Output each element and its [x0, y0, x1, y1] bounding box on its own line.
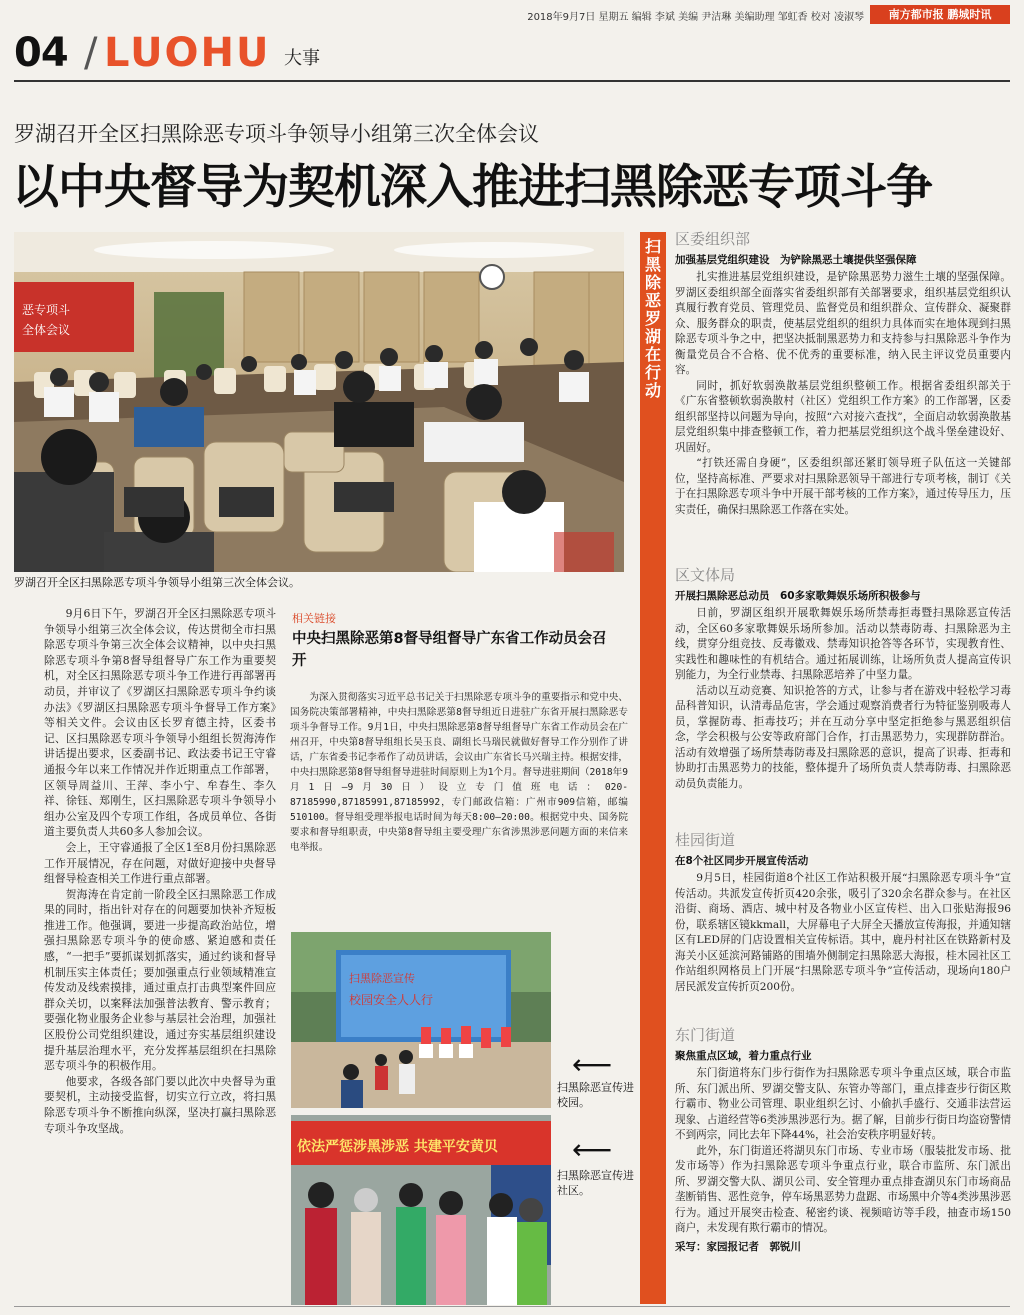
- section-subtitle: 加强基层党组织建设 为铲除黑恶土壤提供坚强保障: [675, 254, 917, 266]
- section-subtitle: 聚焦重点区域，着力重点行业: [675, 1050, 812, 1062]
- banner-line-1: 恶专项斗: [22, 303, 71, 317]
- section-paragraph: 此外，东门街道还将湖贝东门市场、专业市场（服装批发市场、批发市场等）作为扫黑除恶专项斗争重点行业，联合市监所、东门派出所、罗湖交警大队、湖贝公司、安全管理办重点排查湖贝东门市场商品垄断销售、恶性竞争，停车场黑恶势力盘踞、市场黑中介等4类涉黑涉恶行为。通过开展突击检查、秘密约谈、视频暗访等手段，抽查市场150商户，未发现有欺行霸市的情况。: [675, 1144, 1011, 1234]
- page-slash: /: [84, 30, 98, 76]
- section-zuzhibu: [675, 228, 1011, 518]
- article-paragraph: 会上，王守睿通报了全区1至8月份扫黑除恶工作开展情况，存在问题，对做好迎接中央督导组督导检查相关工作进行重点部署。: [44, 840, 276, 886]
- section-paragraph: 日前，罗湖区组织开展歌舞娱乐场所禁毒拒毒暨扫黑除恶宣传活动，全区60多家歌舞娱乐场所参加。活动以禁毒防毒、扫黑除恶为主线，贯穿分组竞技、反毒徽戏、禁毒知识抢答等各环节，实现教育性、实践性和趣味性的有机结合。通过拓展训练，让场所负责人提高宣传识别能力，为全行业禁毒、扫黑除恶培养了中坚力量。: [675, 607, 1011, 681]
- section-paragraph: 活动以互动竞赛、知识抢答的方式，让参与者在游戏中轻松学习毒品科普知识，认清毒品危害，学会通过观察消费者行为特征鉴别吸毒人员，掌握防毒、拒毒技巧；并在互动分享中坚定拒绝参与黑恶组织信念，学会积极与公安等政府部门合作，打击黑恶势力，实现群防群治。活动有效增强了场所禁毒防毒及扫黑除恶的意识，提高了识毒、拒毒和协助打击黑恶势力的技能，整体提升了场所负责人禁毒防毒、扫黑除恶动员负责能力。: [675, 684, 1011, 790]
- reporter-byline: 采写：家园报记者 郭锐川: [675, 1240, 801, 1253]
- section-dongmen: [675, 1024, 1011, 1254]
- article-paragraph: 他要求，各级各部门要以此次中央督导为重要契机，主动接受监督，切实立行立改，将扫黑除恶专项斗争不断推向纵深，坚决打赢扫黑除恶专项斗争攻坚战。: [44, 1074, 276, 1135]
- community-banner-text: 依法严惩涉黑涉恶 共建平安黄贝: [297, 1139, 498, 1155]
- section-wentiju: [675, 564, 1011, 792]
- date-line: 2018年9月7日 星期五 编辑 李斌 美编 尹洁琳 美编助理 邹虹香 校对 凌淑琴: [527, 12, 864, 23]
- section-subtitle: 开展扫黑除恶总动员 60多家歌舞娱乐场所积极参与: [675, 590, 921, 602]
- section-paragraph: 9月5日，桂园街道8个社区工作站积极开展“扫黑除恶专项斗争”宣传活动。共派发宣传折页420余张，吸引了320余名群众参与。在社区沿街、商场、酒店、城中村及各物业小区宣传栏、出入口张贴海报96份，联系辖区镜kkmall，大屏幕电子大屏全天播放宣传海报，并通知辖区有LED屏的门店设置相关宣传标语。其中，鹿丹村社区在铁路新村及海关小区延滨河路铺路的围墙外侧制定扫黑除恶大海报，桂木园社区工作站组织网格员上门开展“扫黑除恶专项斗争”宣传活动，现场向180户居民派发宣传折页200份。: [675, 872, 1011, 993]
- article-headline: 以中央督导为契机深入推进扫黑除恶专项斗争: [12, 160, 932, 215]
- article-kicker: 罗湖召开全区扫黑除恶专项斗争领导小组第三次全体会议: [14, 122, 539, 146]
- meeting-photo: [14, 232, 624, 572]
- article-paragraph: 贺海涛在肯定前一阶段全区扫黑除恶工作成果的同时，指出针对存在的问题要加快补齐短板推进工作。他强调，要进一步提高政治站位，增强扫黑除恶专项斗争的使命感、紧迫感和责任感，“一把手”要抓谋划抓落实，通过约谈和督导机制压实主体责任；要加强重点行业领域精准宣传发动及线索摸排，通过重点打击典型案件回应群众关切，以案释法加强普法教育、警示教育；要强化物业服务企业参与基层社会治理，加强社区股份公司党组织建设，通过夯实基层组织建设提升基层治理水平，充分发挥基层组织在扫黑除恶专项斗争的积极作用。: [44, 887, 276, 1073]
- article-body: [44, 606, 276, 1136]
- campus-arrow: ⟵: [572, 1048, 613, 1081]
- campus-sign-text: 扫黑除恶宣传: [349, 972, 415, 985]
- region-title: LUOHU: [104, 30, 271, 76]
- header-rule: [14, 80, 1010, 82]
- campus-sign-text-2: 校园安全人人行: [349, 993, 434, 1007]
- campus-photo: [291, 932, 551, 1108]
- section-guiyuan: [675, 829, 1011, 995]
- page-number: 04: [14, 30, 68, 76]
- section-label: 大事: [284, 48, 320, 69]
- section-paragraph: 东门街道将东门步行街作为扫黑除恶专项斗争重点区域，联合市监所、东门派出所、罗湖交警支队、东管办等部门，重点排查步行街区欺行霸市、物业公司管理、职业组织乞讨、小偷扒手盛行、交通非法营运现象、占道经营等6类涉黑涉恶行为。据了解，目前步行街日均盗窃警情不到两宗，同比去年下降44%，社会治安秩序明显好转。: [675, 1067, 1011, 1141]
- article-paragraph: 9月6日下午，罗湖召开全区扫黑除恶专项斗争领导小组第三次全体会议，传达贯彻全市扫黑除恶专项斗争第三次全体会议精神，以中央扫黑除恶专项斗争第8督导组督导广东工作为重要契机，对全区扫黑除恶专项斗争工作进行再部署再动员，并审议了《罗湖区扫黑除恶专项斗争约谈办法》《罗湖区扫黑除恶专项斗争督导工作方案》等相关文件。会议由区长罗育德主持，区委书记、区扫黑除恶专项斗争领导小组组长贺海涛作讲话提出要求，区委副书记、政法委书记王守睿通报今年以来工作情况并作近期重点工作部署，区领导周益川、王萍、李小宁、牟春生、李久祥、徐钰、郑刚生，区扫黑除恶专项斗争领导小组办公室及四个专项工作组，各成员单位、各街道主要负责人共60多人参加会议。: [44, 607, 276, 839]
- community-photo: [291, 1115, 551, 1305]
- section-subtitle: 在8个社区同步开展宣传活动: [675, 855, 809, 867]
- section-paragraph: 扎实推进基层党组织建设，是铲除黑恶势力滋生土壤的坚强保障。罗湖区委组织部全面落实省委组织部有关部署要求，组织基层党组织认真履行教育党员、管理党员、监督党员和组织群众、宣传群众、凝聚群众、服务群众的职责，使基层党组织的组织力具体而实在地体现到扫黑除恶专项斗争之中，把坚决抵制黑恶势力和支持参与扫黑除恶斗争作为衡量党员合不合格、优不优秀的重要标准，纳入民主评议党员重要内容。: [675, 271, 1011, 376]
- related-title: 中央扫黑除恶第8督导组督导广东省工作动员会召开: [292, 631, 607, 669]
- related-label: 相关链接: [292, 612, 336, 625]
- section-dept: 区委组织部: [675, 230, 751, 248]
- community-photo-caption: 扫黑除恶宣传进社区。: [557, 1169, 634, 1197]
- section-dept: 区文体局: [675, 566, 736, 584]
- meeting-photo-caption: 罗湖召开全区扫黑除恶专项斗争领导小组第三次全体会议。: [14, 576, 300, 589]
- paper-logo: 南方都市报 鹏城时讯: [870, 5, 1010, 24]
- banner-line-2: 全体会议: [22, 323, 71, 337]
- community-arrow: ⟵: [572, 1133, 613, 1166]
- sidebar-vertical-title: 扫黑除恶 罗湖在行动: [644, 237, 661, 400]
- campus-photo-caption: 扫黑除恶宣传进校园。: [557, 1081, 634, 1109]
- section-dept: 东门街道: [675, 1026, 736, 1044]
- section-paragraph: 同时，抓好软弱涣散基层党组织整顿工作。根据省委组织部关于《广东省整顿软弱涣散村（社区）党组织工作方案》的工作部署，区委组织部坚持以问题为导向，按照“六对接六查找”，全面启动软弱涣散基层党组织集中排查整顿工作，着力把基层党组织这个战斗堡垒建设好、巩固好。: [675, 379, 1011, 454]
- footer-rule: [14, 1306, 1010, 1307]
- related-body: 为深入贯彻落实习近平总书记关于扫黑除恶专项斗争的重要指示和党中央、国务院决策部署精神，中央扫黑除恶第8督导组近日进驻广东省开展扫黑除恶专项斗争督导工作。9月1日，中央扫黑除恶第8督导组督导广东省工作动员会在广州召开，中央第8督导组组长吴玉良、副组长马瑞民就做好督导工作分别作了讲话，广东省委书记李希作了动员讲话，会议由广东省长马兴瑞主持。根据安排，中央扫黑除恶第8督导组督导进驻时间原则上为1个月。督导进驻期间（2018年9月1日—9月30日）设立专门值班电话：020-87185990,87185991,87185992，专门邮政信箱：广州市909信箱，邮编510100。督导组受理举报电话时间为每天8:00—20:00。根据党中央、国务院要求和督导组职责，中央第8督导组主要受理广东省涉黑涉恶问题方面的来信来电举报。: [290, 692, 628, 853]
- section-dept: 桂园街道: [675, 831, 736, 849]
- section-paragraph: “打铁还需自身硬”，区委组织部还紧盯领导班子队伍这一关键部位，坚持高标准、严要求对扫黑除恶领导干部进行专项考核，制订《关于在扫黑除恶专项斗争中开展干部考核的工作方案》，通过传导压力，压实责任，确保扫黑除恶工作落在实处。: [675, 457, 1011, 516]
